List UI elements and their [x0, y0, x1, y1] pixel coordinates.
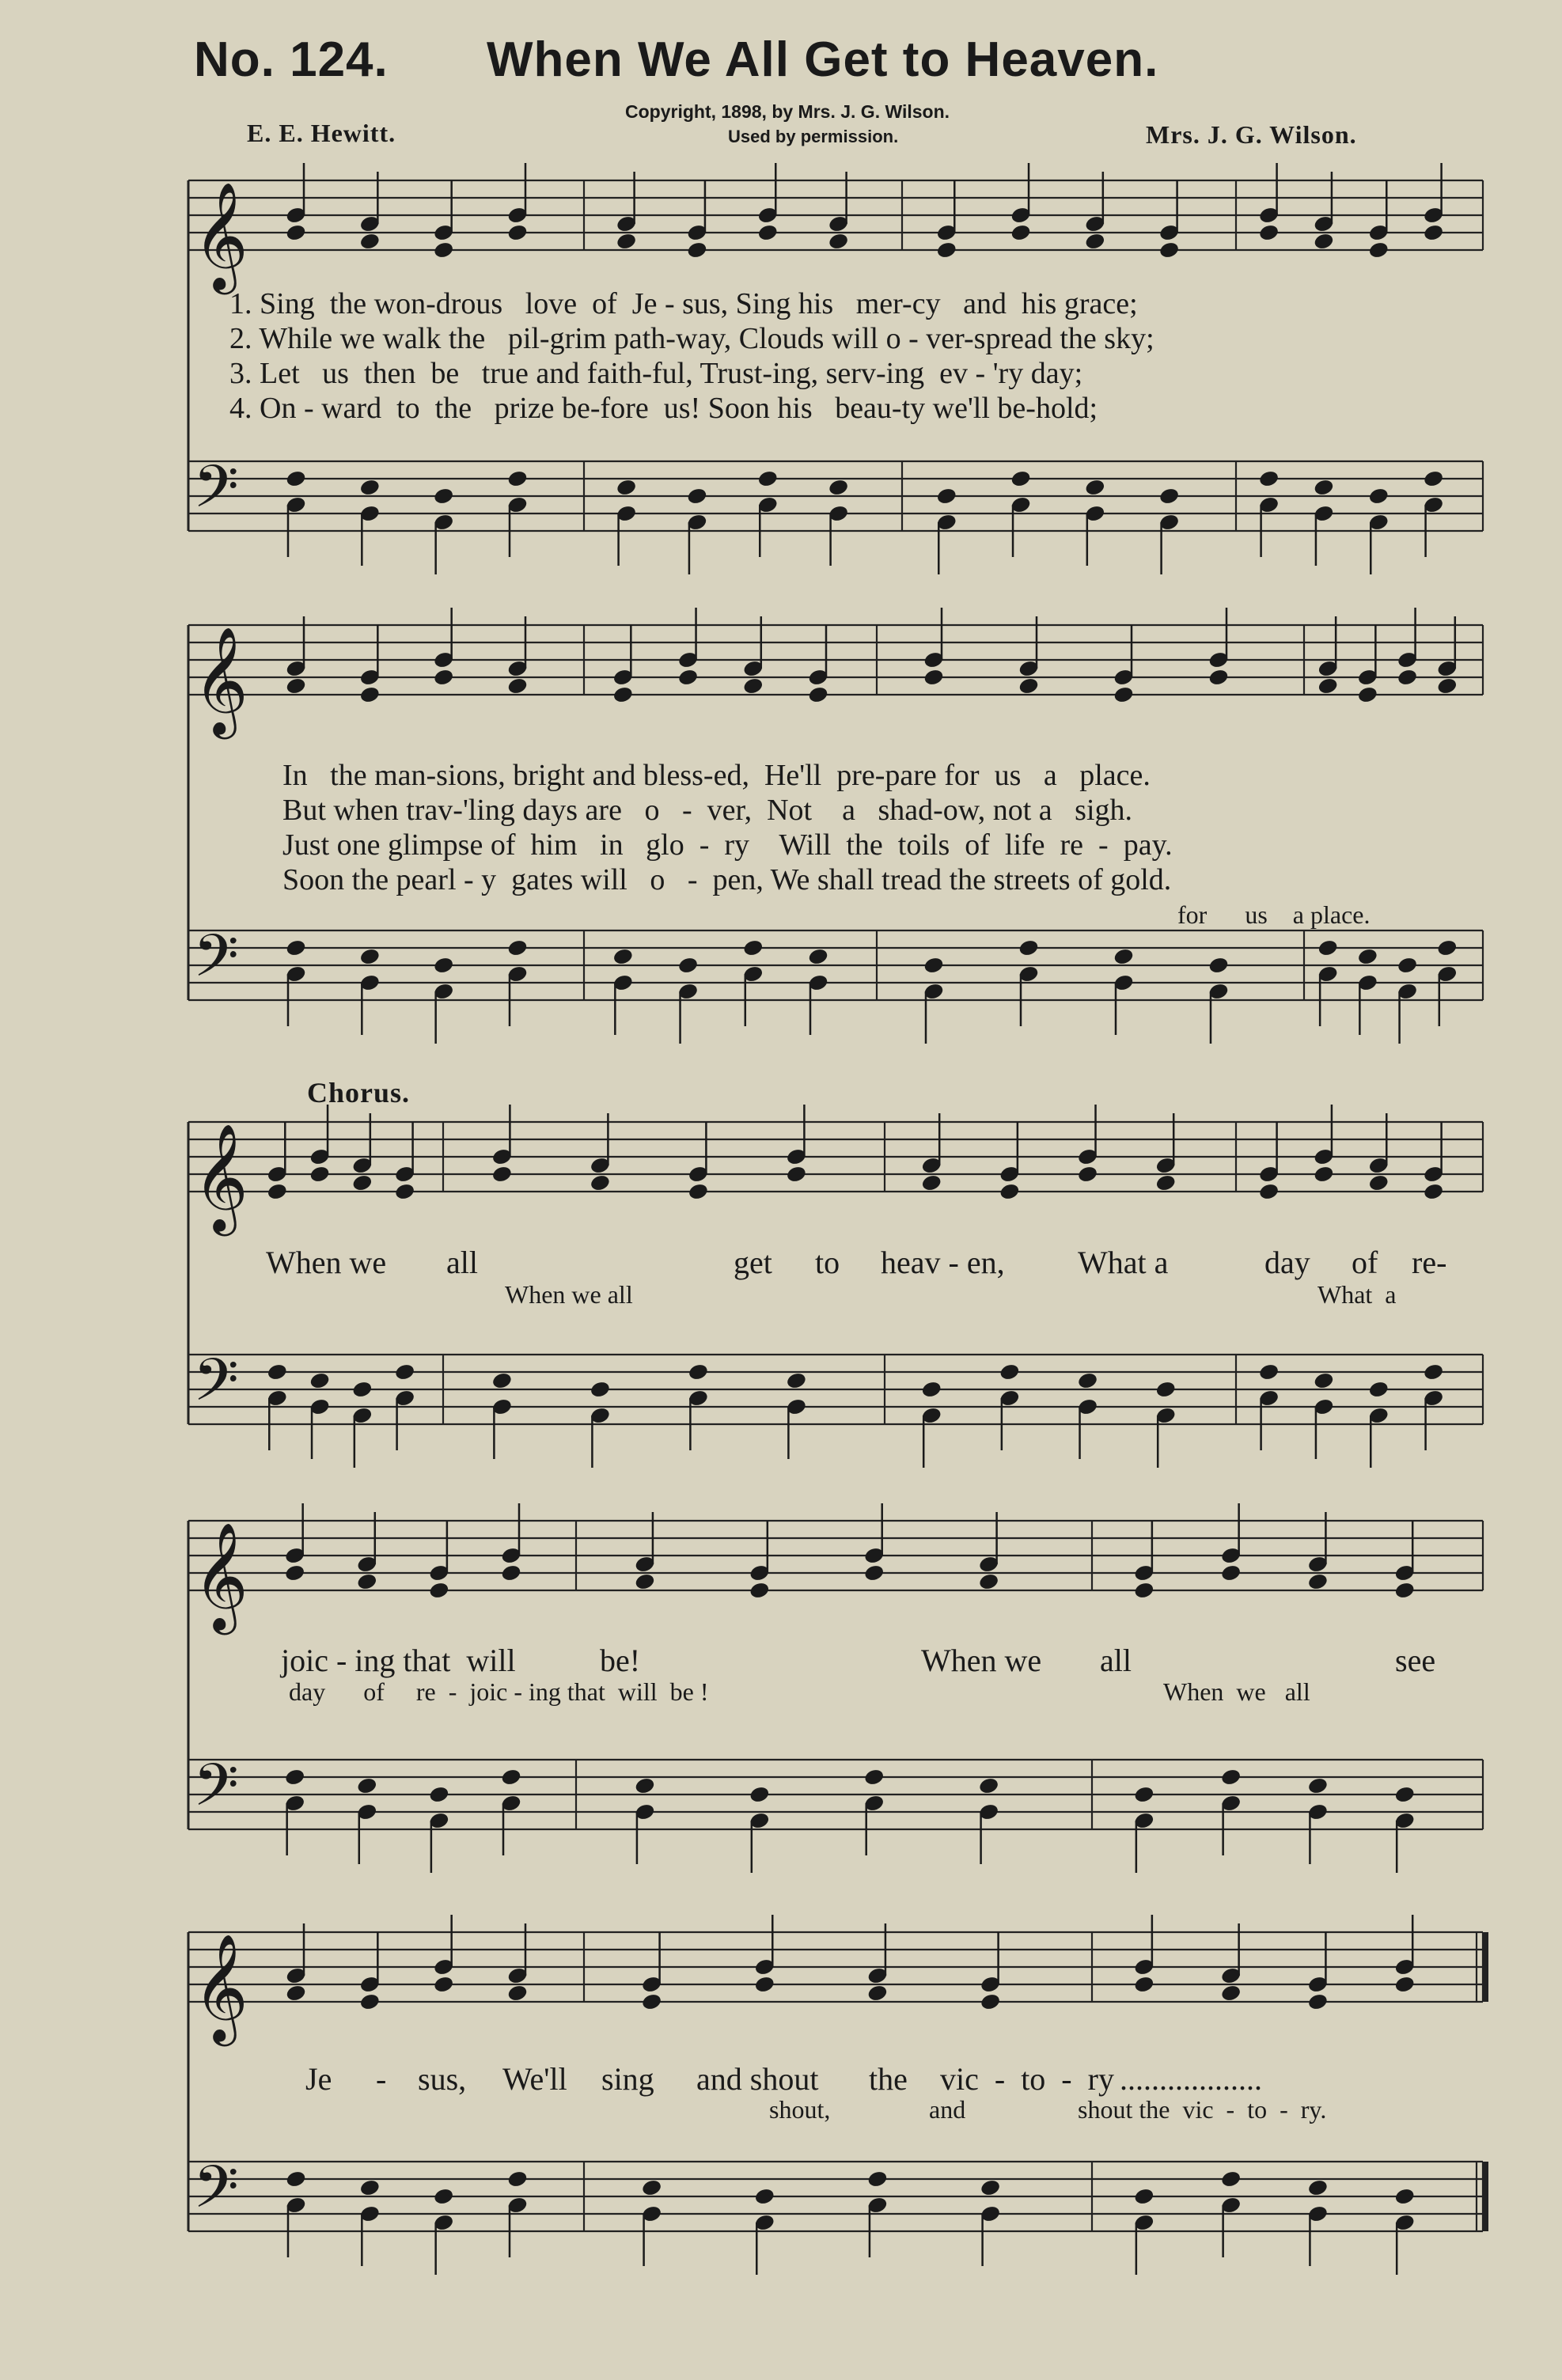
- note-head: [1368, 1381, 1389, 1399]
- note-head: [434, 2188, 454, 2206]
- note-head: [1134, 1786, 1154, 1804]
- chorus-word: day: [1264, 1245, 1310, 1280]
- verse1-line2: In the man-sions, bright and bless-ed, He'll pre-pare for us a place.: [282, 759, 1151, 792]
- note-head: [491, 1372, 512, 1390]
- note-head: [1394, 1976, 1415, 1994]
- note-head: [687, 241, 707, 260]
- note-head: [864, 1564, 885, 1582]
- chorus-label: Chorus.: [307, 1077, 411, 1109]
- note-head: [867, 2170, 888, 2189]
- note-head: [688, 1363, 708, 1381]
- note-head: [980, 1993, 1001, 2011]
- note-head: [286, 677, 306, 695]
- note-head: [1018, 939, 1039, 957]
- chorus-word: and shout: [696, 2061, 819, 2097]
- note-head: [1357, 686, 1378, 704]
- note-head: [286, 939, 306, 957]
- note-head: [1314, 1165, 1334, 1184]
- bass-clef: 𝄢: [193, 2153, 239, 2236]
- note-head: [1085, 479, 1105, 497]
- note-head: [1307, 2179, 1328, 2197]
- chorus-echo: shout,: [769, 2095, 831, 2124]
- chorus-word: be!: [600, 1643, 641, 1678]
- chorus-echo: day of re - joic - ing that will be !: [289, 1677, 709, 1706]
- note-head: [501, 1564, 521, 1582]
- note-head: [286, 224, 306, 242]
- chorus-word: to: [815, 1245, 840, 1280]
- treble-clef: 𝄞: [193, 180, 248, 290]
- note-head: [1113, 948, 1134, 966]
- note-head: [642, 2179, 662, 2197]
- note-head: [395, 1363, 415, 1381]
- chorus-echo: shout the vic - to - ry.: [1078, 2095, 1327, 2124]
- note-head: [1368, 487, 1389, 506]
- note-head: [1077, 1165, 1098, 1184]
- note-head: [1437, 939, 1458, 957]
- note-head: [921, 1381, 942, 1399]
- note-head: [491, 1165, 512, 1184]
- note-head: [1317, 677, 1338, 695]
- note-head: [309, 1372, 330, 1390]
- note-head: [1010, 470, 1031, 488]
- bass-clef: 𝄢: [193, 922, 239, 1005]
- chorus-word: all: [446, 1245, 478, 1280]
- note-head: [1208, 669, 1229, 687]
- note-head: [507, 939, 528, 957]
- note-head: [267, 1363, 287, 1381]
- note-head: [754, 2188, 775, 2206]
- note-head: [921, 1174, 942, 1192]
- composer-name: Mrs. J. G. Wilson.: [1146, 120, 1357, 149]
- note-head: [352, 1381, 373, 1399]
- note-head: [786, 1372, 806, 1390]
- note-head: [635, 1777, 655, 1795]
- note-head: [590, 1381, 610, 1399]
- note-head: [936, 487, 957, 506]
- note-head: [434, 957, 454, 975]
- chorus-dots: ..................: [1120, 2061, 1262, 2097]
- note-head: [635, 1573, 655, 1591]
- bass-clef: 𝄢: [193, 1346, 239, 1429]
- note-head: [501, 1768, 521, 1787]
- note-head: [642, 1993, 662, 2011]
- note-head: [1307, 1777, 1328, 1795]
- verse4-line1: 4. On - ward to the prize be-fore us! Soon his beau-ty we'll be-hold;: [229, 392, 1098, 425]
- hymn-title: When We All Get to Heaven.: [487, 32, 1159, 87]
- note-head: [999, 1183, 1020, 1201]
- note-head: [352, 1174, 373, 1192]
- note-head: [1307, 1573, 1328, 1591]
- chorus-word: all: [1100, 1643, 1132, 1678]
- note-head: [1424, 224, 1444, 242]
- verse4-line2: Soon the pearl - y gates will o - pen, We shall tread the streets of gold.: [282, 863, 1172, 896]
- note-head: [1159, 241, 1180, 260]
- note-head: [1221, 1768, 1242, 1787]
- treble-clef: 𝄞: [193, 1521, 248, 1630]
- note-head: [1208, 957, 1229, 975]
- chorus-echo: When we all: [505, 1280, 633, 1309]
- chorus-echo: What a: [1317, 1280, 1397, 1309]
- note-head: [1424, 470, 1444, 488]
- verse2-line1: 2. While we walk the pil-grim path-way, Clouds will o - ver-spread the sky;: [229, 322, 1154, 355]
- note-head: [359, 1993, 380, 2011]
- note-head: [1259, 1183, 1280, 1201]
- note-head: [743, 677, 764, 695]
- chorus-word: heav - en,: [881, 1245, 1005, 1280]
- note-head: [434, 241, 454, 260]
- note-head: [828, 233, 849, 251]
- note-head: [507, 224, 528, 242]
- note-head: [923, 957, 944, 975]
- note-head: [1155, 1174, 1176, 1192]
- note-head: [743, 939, 764, 957]
- note-head: [1307, 1993, 1328, 2011]
- note-head: [507, 1984, 528, 2003]
- note-head: [507, 677, 528, 695]
- chorus-echo: When we all: [1163, 1677, 1310, 1706]
- note-head: [1159, 487, 1180, 506]
- note-head: [434, 487, 454, 506]
- note-head: [1259, 470, 1280, 488]
- note-head: [1314, 479, 1334, 497]
- chorus-word: the: [869, 2061, 908, 2097]
- note-head: [1077, 1372, 1098, 1390]
- verse3-line2: Just one glimpse of him in glo - ry Will the toils of life re - pay.: [282, 828, 1173, 862]
- note-head: [1424, 1363, 1444, 1381]
- chorus-word: vic - to - ry: [940, 2061, 1114, 2097]
- note-head: [1018, 677, 1039, 695]
- note-head: [429, 1786, 449, 1804]
- note-head: [1134, 1582, 1154, 1600]
- note-head: [286, 1984, 306, 2003]
- note-head: [936, 241, 957, 260]
- note-head: [828, 479, 849, 497]
- note-head: [757, 224, 778, 242]
- note-head: [1113, 686, 1134, 704]
- note-head: [1394, 1786, 1415, 1804]
- note-head: [979, 1573, 999, 1591]
- chorus-word: We'll: [502, 2061, 567, 2097]
- note-head: [1134, 1976, 1154, 1994]
- note-head: [286, 2170, 306, 2189]
- note-head: [1424, 1183, 1444, 1201]
- note-head: [1221, 2170, 1242, 2189]
- chorus-word: sing: [601, 2061, 654, 2097]
- treble-clef: 𝄞: [193, 625, 248, 734]
- note-head: [507, 470, 528, 488]
- note-head: [612, 686, 633, 704]
- note-head: [285, 1564, 305, 1582]
- note-head: [357, 1573, 377, 1591]
- verse3-line1: 3. Let us then be true and faith-ful, Trust-ing, serv-ing ev - 'ry day;: [229, 357, 1083, 390]
- lyricist-name: E. E. Hewitt.: [247, 119, 396, 147]
- note-head: [1221, 1984, 1242, 2003]
- note-head: [1368, 1174, 1389, 1192]
- note-head: [754, 1976, 775, 1994]
- note-head: [1397, 957, 1418, 975]
- note-head: [757, 470, 778, 488]
- note-head: [1221, 1564, 1242, 1582]
- copyright-line: Copyright, 1898, by Mrs. J. G. Wilson.: [625, 101, 950, 122]
- note-head: [1314, 1372, 1334, 1390]
- note-head: [786, 1165, 806, 1184]
- note-head: [1085, 233, 1105, 251]
- note-head: [864, 1768, 885, 1787]
- treble-clef: 𝄞: [193, 1122, 248, 1231]
- note-head: [616, 479, 637, 497]
- note-head: [749, 1582, 770, 1600]
- note-head: [677, 957, 698, 975]
- chorus-word: see: [1395, 1643, 1436, 1678]
- bass-clef: 𝄢: [193, 1751, 239, 1834]
- hymn-number: No. 124.: [194, 32, 389, 87]
- echo-for-us-a-place: for us a place.: [1177, 900, 1371, 929]
- chorus-word: When we: [921, 1643, 1042, 1678]
- note-head: [359, 2179, 380, 2197]
- note-head: [267, 1183, 287, 1201]
- note-head: [677, 669, 698, 687]
- note-head: [507, 2170, 528, 2189]
- note-head: [688, 1183, 708, 1201]
- note-head: [309, 1165, 330, 1184]
- note-head: [923, 669, 944, 687]
- note-head: [1394, 2188, 1415, 2206]
- chorus-word: joic - ing that will: [281, 1643, 516, 1678]
- chorus-word: of: [1352, 1245, 1378, 1280]
- note-head: [616, 233, 637, 251]
- note-head: [808, 948, 828, 966]
- note-head: [999, 1363, 1020, 1381]
- note-head: [979, 1777, 999, 1795]
- note-head: [359, 479, 380, 497]
- treble-clef: 𝄞: [193, 1932, 248, 2041]
- note-head: [1010, 224, 1031, 242]
- chorus-word: When we: [266, 1245, 387, 1280]
- chorus-word: re-: [1412, 1245, 1447, 1280]
- note-head: [808, 686, 828, 704]
- note-head: [1155, 1381, 1176, 1399]
- bass-clef: 𝄢: [193, 453, 239, 536]
- note-head: [285, 1768, 305, 1787]
- note-head: [359, 948, 380, 966]
- note-head: [980, 2179, 1001, 2197]
- note-head: [434, 669, 454, 687]
- note-head: [867, 1984, 888, 2003]
- note-head: [1317, 939, 1338, 957]
- note-head: [687, 487, 707, 506]
- note-head: [359, 686, 380, 704]
- note-head: [590, 1174, 610, 1192]
- chorus-word: -: [376, 2061, 387, 2097]
- verse2-line2: But when trav-'ling days are o - ver, Not a shad-ow, not a sigh.: [282, 794, 1133, 827]
- note-head: [1259, 224, 1280, 242]
- chorus-word: What a: [1078, 1245, 1169, 1280]
- permission-line: Used by permission.: [728, 127, 899, 146]
- note-head: [1259, 1363, 1280, 1381]
- note-head: [359, 233, 380, 251]
- note-head: [357, 1777, 377, 1795]
- chorus-word: get: [734, 1245, 772, 1280]
- note-head: [1134, 2188, 1154, 2206]
- note-head: [434, 1976, 454, 1994]
- chorus-echo: and: [929, 2095, 966, 2124]
- note-head: [429, 1582, 449, 1600]
- verse1-line1: 1. Sing the won-drous love of Je - sus, Sing his mer-cy and his grace;: [229, 287, 1138, 320]
- note-head: [1394, 1582, 1415, 1600]
- note-head: [395, 1183, 415, 1201]
- note-head: [1437, 677, 1458, 695]
- note-head: [1314, 233, 1334, 251]
- chorus-word: Je: [305, 2061, 332, 2097]
- note-head: [1357, 948, 1378, 966]
- note-head: [1368, 241, 1389, 260]
- note-head: [612, 948, 633, 966]
- note-head: [286, 470, 306, 488]
- chorus-word: sus,: [418, 2061, 467, 2097]
- note-head: [1397, 669, 1418, 687]
- note-head: [749, 1786, 770, 1804]
